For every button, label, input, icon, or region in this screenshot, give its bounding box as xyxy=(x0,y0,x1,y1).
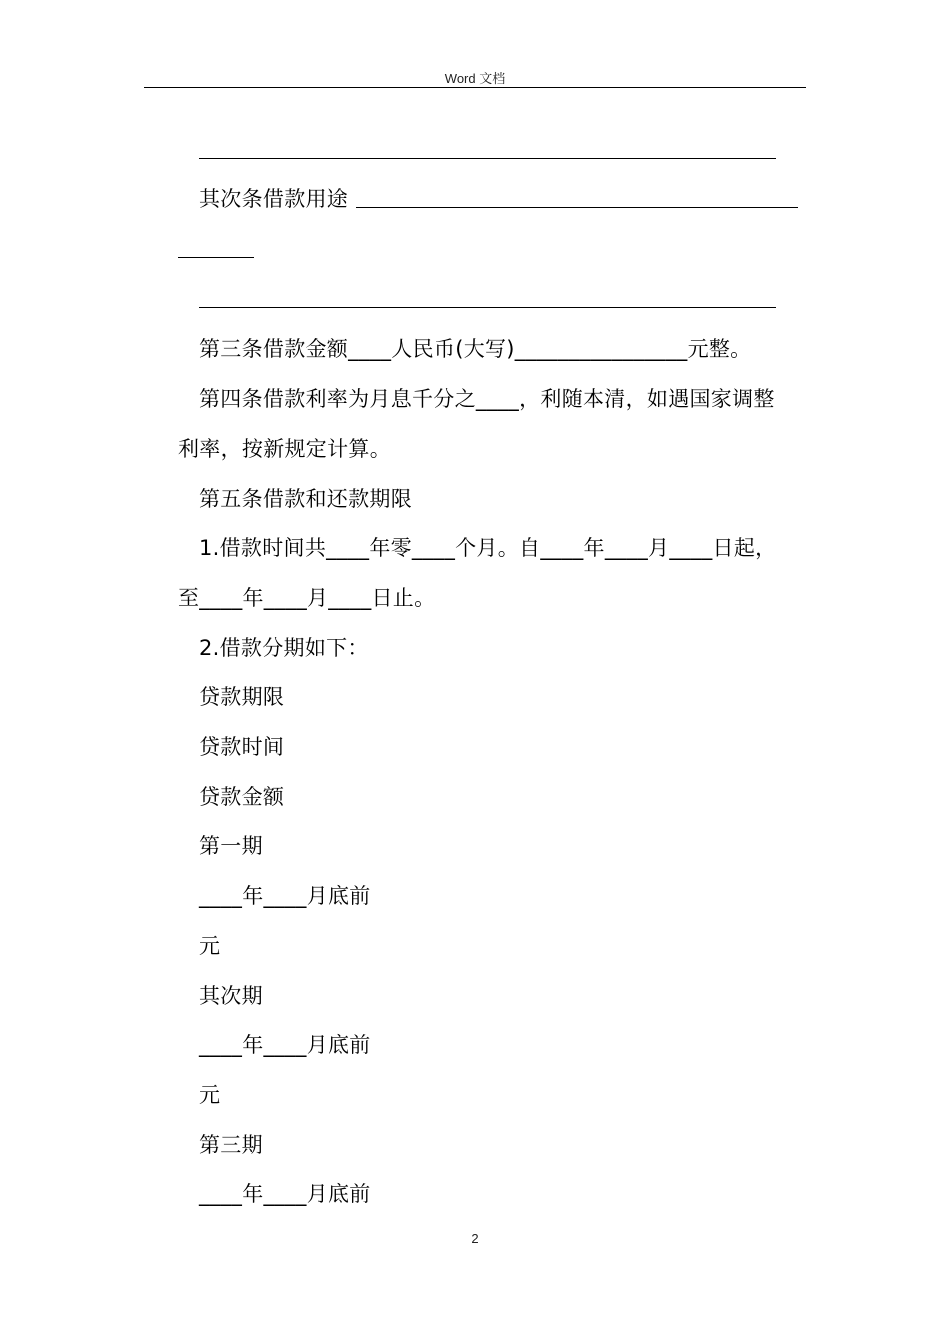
clause-5-item-1-cont: 至____年____月____日止。 xyxy=(178,586,436,610)
table-header-amount: 贷款金额 xyxy=(199,785,285,809)
clause-5-title: 第五条借款和还款期限 xyxy=(199,487,412,511)
header-divider xyxy=(144,87,806,88)
blank-fill-line xyxy=(199,158,776,159)
header-title: Word 文档 xyxy=(444,71,506,86)
period-2-date: ____年____月底前 xyxy=(199,1033,371,1057)
table-header-time: 贷款时间 xyxy=(199,735,285,759)
blank-fill-line xyxy=(199,307,776,308)
period-1-amount: 元 xyxy=(199,934,221,958)
clause-2-purpose: 其次条借款用途 xyxy=(199,187,349,211)
blank-fill-line xyxy=(178,257,254,258)
blank-fill-line xyxy=(356,207,798,208)
clause-4-interest-cont: 利率，按新规定计算。 xyxy=(178,437,391,461)
clause-5-item-2: 2.借款分期如下： xyxy=(199,636,369,660)
period-3-date: ____年____月底前 xyxy=(199,1182,371,1206)
period-1-date: ____年____月底前 xyxy=(199,884,371,908)
clause-4-interest: 第四条借款利率为月息千分之____，利随本清，如遇国家调整 xyxy=(199,387,775,411)
clause-5-item-1: 1.借款时间共____年零____个月。自____年____月____日起， xyxy=(199,536,777,560)
page-number: 2 xyxy=(471,1231,479,1246)
clause-3-amount: 第三条借款金额____人民币(大写)________________元整。 xyxy=(199,337,752,361)
period-2-amount: 元 xyxy=(199,1083,221,1107)
period-2-label: 其次期 xyxy=(199,984,263,1008)
period-3-label: 第三期 xyxy=(199,1133,263,1157)
table-header-term: 贷款期限 xyxy=(199,685,285,709)
period-1-label: 第一期 xyxy=(199,834,263,858)
